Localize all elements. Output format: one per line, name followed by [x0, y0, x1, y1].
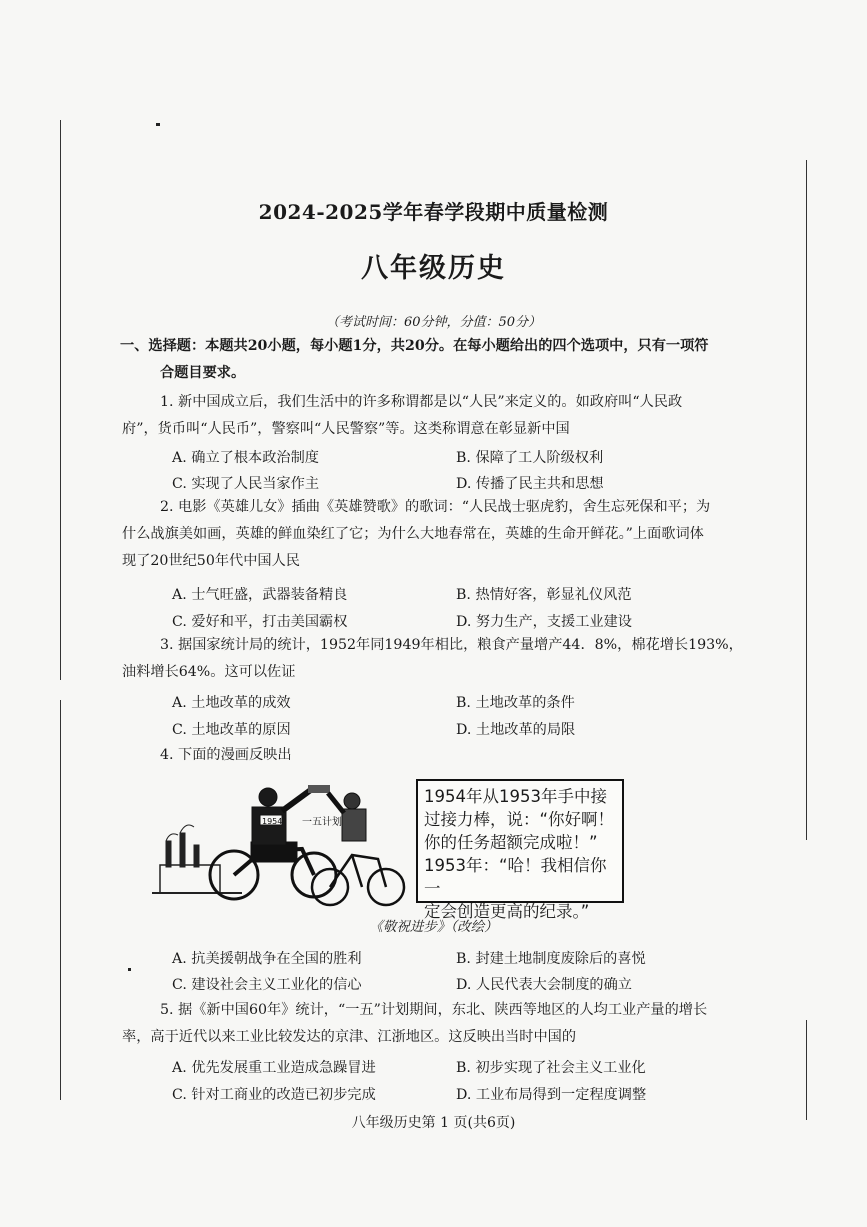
motorcycle [210, 843, 336, 899]
bicycle [312, 855, 404, 905]
scan-mark [156, 123, 160, 126]
option-a[interactable]: A. 优先发展重工业造成急躁冒进 [172, 1060, 376, 1076]
cartoon-caption: 《敬祝进步》（改绘） [369, 919, 498, 935]
question-1-stem-2: 府”，货币叫“人民币”，警察叫“人民警察”等。这类称谓意在彰显新中国 [122, 421, 570, 437]
exam-info: （考试时间：60分钟，分值：50分） [325, 315, 542, 330]
option-b[interactable]: B. 初步实现了社会主义工业化 [456, 1060, 646, 1076]
bubble-line: 过接力棒，说：“你好啊！ [424, 810, 615, 829]
option-d[interactable]: D. 传播了民主共和思想 [456, 476, 604, 492]
option-b[interactable]: B. 封建土地制度废除后的喜悦 [456, 951, 646, 967]
bubble-line: 1954年从1953年手中接 [424, 787, 607, 806]
left-margin-line [60, 700, 61, 1100]
question-2-stem-3: 现了20世纪50年代中国人民 [122, 553, 300, 569]
option-d[interactable]: D. 努力生产，支援工业建设 [456, 614, 632, 630]
option-c[interactable]: C. 建设社会主义工业化的信心 [172, 977, 362, 993]
option-c[interactable]: C. 爱好和平，打击美国霸权 [172, 614, 348, 630]
section-instructions [120, 333, 770, 387]
question-2-stem-1: 2. 电影《英雄儿女》插曲《英雄赞歌》的歌词：“人民战士驱虎豹，舍生忘死保和平；为 [160, 499, 711, 515]
subject-title: 八年级历史 [361, 253, 506, 284]
bubble-line: 定会创造更高的纪录。” [424, 902, 590, 921]
option-a[interactable]: A. 士气旺盛，武器装备精良 [172, 587, 348, 603]
question-1-stem-1: 1. 新中国成立后，我们生活中的许多称谓都是以“人民”来定义的。如政府叫“人民政 [160, 394, 683, 410]
option-b[interactable]: B. 热情好客，彰显礼仪风范 [456, 587, 632, 603]
factory-skyline [152, 825, 242, 893]
question-5-stem-2: 率，高于近代以来工业比较发达的京津、江浙地区。这反映出当时中国的 [122, 1029, 577, 1045]
exam-title: 2024-2025学年春学段期中质量检测 [258, 200, 609, 224]
option-a[interactable]: A. 确立了根本政治制度 [172, 450, 319, 466]
option-d[interactable]: D. 工业布局得到一定程度调整 [456, 1087, 647, 1103]
question-2 [122, 494, 762, 575]
bubble-line: 你的任务超额完成啦！” [424, 833, 598, 852]
baton [308, 785, 330, 793]
question-5 [122, 997, 762, 1051]
section-line-1: 一、选择题：本题共20小题，每小题1分，共20分。在每小题给出的四个选项中，只有一项符 [120, 338, 709, 354]
option-c[interactable]: C. 实现了人民当家作主 [172, 476, 320, 492]
option-a[interactable]: A. 土地改革的成效 [172, 695, 291, 711]
label-1954: 1954 [262, 817, 283, 826]
option-d[interactable]: D. 土地改革的局限 [456, 722, 576, 738]
question-3-stem-2: 油料增长64%。这可以佐证 [122, 664, 296, 680]
question-5-stem-1: 5. 据《新中国60年》统计，“一五”计划期间，东北、陕西等地区的人均工业产量的增长 [160, 1002, 708, 1018]
right-margin-line [806, 1020, 807, 1120]
option-a[interactable]: A. 抗美援朝战争在全国的胜利 [172, 951, 362, 967]
option-c[interactable]: C. 土地改革的原因 [172, 722, 291, 738]
question-4-stem-1: 4. 下面的漫画反映出 [160, 747, 292, 763]
question-4 [122, 742, 762, 769]
page-footer: 八年级历史第 1 页(共6页) [351, 1115, 516, 1131]
option-b[interactable]: B. 土地改革的条件 [456, 695, 575, 711]
option-b[interactable]: B. 保障了工人阶级权利 [456, 450, 604, 466]
question-1 [122, 389, 762, 443]
label-five-year-plan: 一五计划 [302, 817, 342, 828]
bubble-line: 1953年：“哈！我相信你一 [424, 856, 607, 898]
cartoon-speech-box [416, 779, 624, 921]
option-c[interactable]: C. 针对工商业的改造已初步完成 [172, 1087, 376, 1103]
question-3-stem-1: 3. 据国家统计局的统计，1952年同1949年相比，粮食产量增产44．8%，棉花增长193%， [160, 637, 743, 653]
scan-mark [128, 968, 131, 971]
question-3 [122, 632, 762, 686]
question-2-stem-2: 什么战旗美如画，英雄的鲜血染红了它；为什么大地春常在，英雄的生命开鲜花。”上面歌词体 [122, 526, 704, 542]
section-line-2: 合题目要求。 [160, 365, 246, 381]
option-d[interactable]: D. 人民代表大会制度的确立 [456, 977, 632, 993]
